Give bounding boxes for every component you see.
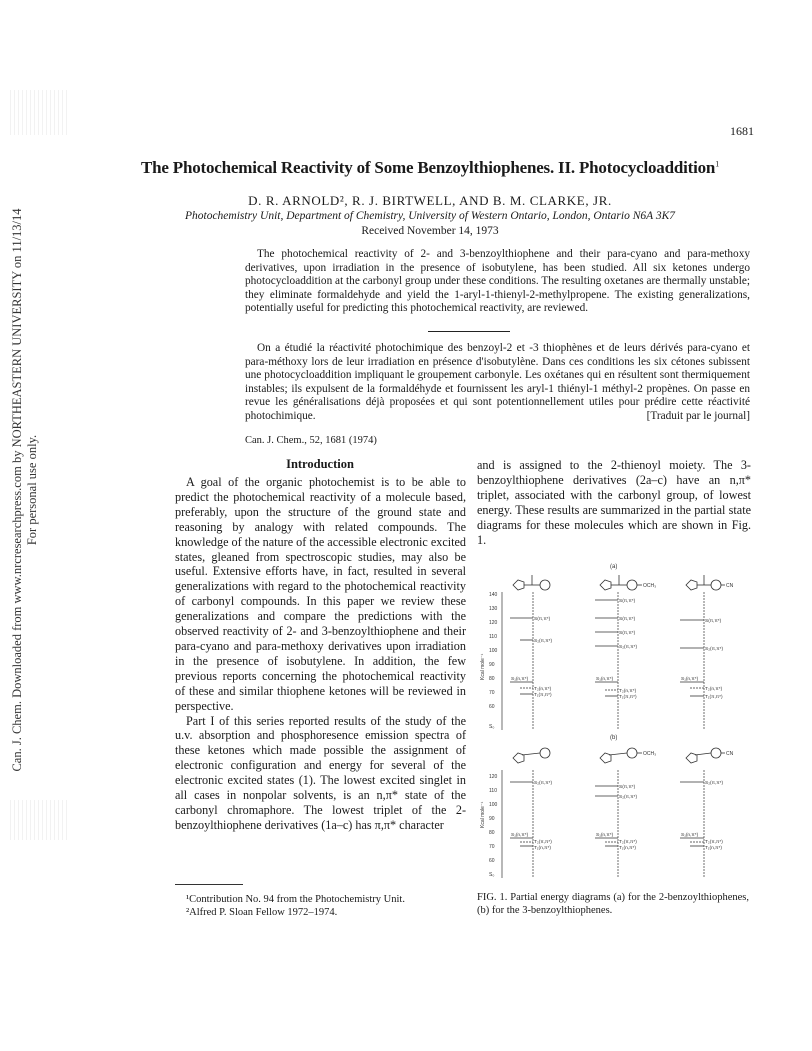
substituent-label: CN [726, 751, 734, 757]
state-label: S(π,π*) [534, 617, 551, 622]
tick-label: 90 [489, 816, 495, 822]
panel-b-label: (b) [610, 735, 618, 741]
authors: D. R. ARNOLD², R. J. BIRTWELL, AND B. M. CLARKE, JR. [248, 193, 612, 208]
state-label: S₁(n,π*) [596, 833, 614, 838]
paragraph: Part I of this series reported results of the study of the u.v. absorption and phosphoresence emission spectra of these ketones which made possible the assignment of electronic configuration and energy for several of the electronic excited states (1). The lowest excited singlet in all cases in nonpolar solvents, is an n,π* state of the carbonyl chromaphore. The lowest triplet of the 2-benzoylthiophene derivatives (1a–c) has π,π* character [175, 713, 466, 832]
state-label: T₁(n,π*) [534, 846, 551, 851]
left-column [175, 475, 466, 833]
footnote: ²Alfred P. Sloan Fellow 1972–1974. [186, 907, 338, 918]
axis-a [502, 592, 704, 730]
download-watermark [4, 170, 44, 810]
tick-label: S₀ [489, 872, 495, 878]
tick-label: 60 [489, 858, 495, 864]
y-axis-label: Kcal mole⁻¹ [480, 801, 486, 828]
tick-label: 120 [489, 774, 498, 780]
tick-label: 120 [489, 620, 498, 626]
axis-a-ticks [489, 592, 498, 730]
received-date: Received November 14, 1973 [361, 225, 499, 237]
state-label: T₂(π,π*) [705, 840, 723, 845]
abstract-divider [428, 331, 510, 332]
state-label: T₁(π,π*) [619, 695, 637, 700]
affiliation: Photochemistry Unit, Department of Chemistry, University of Western Ontario, London, Ontario N6A 3K7 [184, 210, 675, 222]
panel-a-label: (a) [610, 564, 618, 570]
paragraph: and is assigned to the 2-thienoyl moiety. The 3-benzoylthiophene derivatives (2a–c) have an n,π* triplet, associated with the carbonyl group, of lowest energy. These results are summarized in the partial state diagrams for these molecules which are shown in Fig. 1. [477, 458, 751, 547]
state-labels-b [511, 780, 723, 851]
state-label: S₁(n,π*) [681, 677, 699, 682]
substituent-label: OCH₃ [643, 583, 657, 589]
state-label: S₁(n,π*) [511, 833, 529, 838]
section-heading: Introduction [286, 457, 354, 471]
molecule-structures-a [513, 575, 725, 590]
scan-noise [10, 90, 70, 135]
tick-label: 100 [489, 648, 498, 654]
tick-label: S₀ [489, 724, 495, 730]
tick-label: 80 [489, 830, 495, 836]
state-label: S₂(π,π*) [705, 647, 724, 652]
molecule-structures-b [513, 748, 725, 763]
state-label: S₂(π,π*) [705, 781, 724, 786]
paper-title [120, 158, 740, 178]
journal-citation: Can. J. Chem., 52, 1681 (1974) [245, 435, 377, 446]
abstract-french [245, 342, 750, 424]
scan-noise [10, 800, 70, 840]
title-text: The Photochemical Reactivity of Some Benzoylthiophenes. II. Photocycloaddition [141, 158, 716, 177]
axis-b-ticks [489, 774, 498, 878]
tick-label: 70 [489, 844, 495, 850]
tick-label: 110 [489, 634, 497, 640]
paragraph: A goal of the organic photochemist is to be able to predict the photochemical reactivity of a molecule based, preferably, upon the structure of the ground state and reasoning by analogy with related compounds. The knowledge of the nature of the accessible electronic excited states, gleaned from spectroscopic studies, may also be useful. Extensive efforts have, in fact, resulted in several generalizations with regard to the photochemical reactivity of carbonyl compounds. In this paper we review these generalizations and compare the predictions with the observed reactivity of 2- and 3-benzoylthiophene and their para-cyano and para-methoxy derivatives upon irradiation in the presence of isobutylene. In addition, the few previous reports concerning the photochemical reactivity of these and similar thiophene ketones will be reviewed in perspective. [175, 475, 467, 713]
energy-diagram-figure [480, 560, 752, 880]
state-label: T₂(n,π*) [619, 689, 637, 694]
state-label: S₂(π,π*) [534, 639, 553, 644]
tick-label: 110 [489, 788, 497, 794]
state-label: S(π,π*) [619, 599, 636, 604]
translation-note: [Traduit par le journal] [646, 409, 750, 422]
y-axis-label: Kcal mole⁻¹ [480, 653, 486, 680]
state-label: S₂(π,π*) [534, 781, 553, 786]
substituent-label: CN [726, 583, 734, 589]
state-label: T₁(n,π*) [619, 846, 636, 851]
page-number: 1681 [730, 124, 754, 138]
state-label: T₁(n,π*) [705, 846, 722, 851]
abstract-english: The photochemical reactivity of 2- and 3-benzoylthiophene and their para-cyano and para-methoxy derivatives, upon irradiation in the presence of isobutylene, has been studied. All six ketones undergo photocycloaddition at the carbonyl group under these conditions. The resulting oxetanes are thermally unstable; they eliminate formaldehyde and yield the 1-aryl-1-thienyl-2-methylpropene. The existing generalizations, potentially useful for predicting this photochemical reactivity, are reviewed. [245, 248, 750, 315]
tick-label: 80 [489, 676, 495, 682]
state-label: T₂(n,π*) [534, 687, 552, 692]
state-label: S₁(n,π*) [511, 677, 529, 682]
state-label: T₂(π,π*) [619, 840, 637, 845]
footnote-divider [175, 884, 243, 885]
state-label: S₁(n,π*) [596, 677, 614, 682]
tick-label: 60 [489, 704, 495, 710]
state-label: S₂(π,π*) [619, 645, 638, 650]
footnotes [186, 893, 471, 919]
state-labels-a [511, 598, 723, 700]
state-label: S(π,π*) [619, 617, 636, 622]
state-label: S₂(π,π*) [619, 795, 638, 800]
state-label: S₁(n,π*) [681, 833, 699, 838]
state-label: S(π,π*) [619, 631, 636, 636]
footnote: ¹Contribution No. 94 from the Photochemistry Unit. [186, 894, 405, 905]
state-label: S(π,π*) [705, 619, 722, 624]
tick-label: 130 [489, 606, 498, 612]
state-label: T₁(π,π*) [705, 695, 723, 700]
abstract-french-text: On a étudié la réactivité photochimique des benzoyl-2 et -3 thiophènes et de leurs dérivés para-cyano et para-méthoxy lors de leur irradiation en présence d'isobutylène. Dans ces conditions les six cétones subissent une photocycloaddition impliquant le groupement carbonyle. Les oxétanes qui en résultent sont thermiquement instables; ils expulsent de la formaldéhyde et fournissent les aryl-1 thiényl-1 méthyl-2 propènes. On passe en revue les généralisations déjà proposées et qui sont potentionnellement utiles pour prédire cette réactivité photochimique. [245, 342, 750, 422]
tick-label: 140 [489, 592, 498, 598]
tick-label: 70 [489, 690, 495, 696]
tick-label: 100 [489, 802, 498, 808]
tick-label: 90 [489, 662, 495, 668]
state-label: T₁(π,π*) [534, 693, 552, 698]
figure-caption: FIG. 1. Partial energy diagrams (a) for the 2-benzoylthiophenes, (b) for the 3-benzoylthiophenes. [477, 892, 749, 916]
state-label: T₂(π,π*) [534, 840, 552, 845]
state-label: T₂(n,π*) [705, 687, 723, 692]
substituent-label: OCH₃ [643, 751, 657, 757]
download-watermark-text: Can. J. Chem. Downloaded from www.nrcresearchpress.com by NORTHEASTERN UNIVERSITY on 11/13/14 For personal use only. [10, 208, 39, 772]
title-footnote-mark: 1 [715, 159, 719, 169]
right-column [477, 458, 751, 547]
state-label: S(π,π*) [619, 785, 636, 790]
